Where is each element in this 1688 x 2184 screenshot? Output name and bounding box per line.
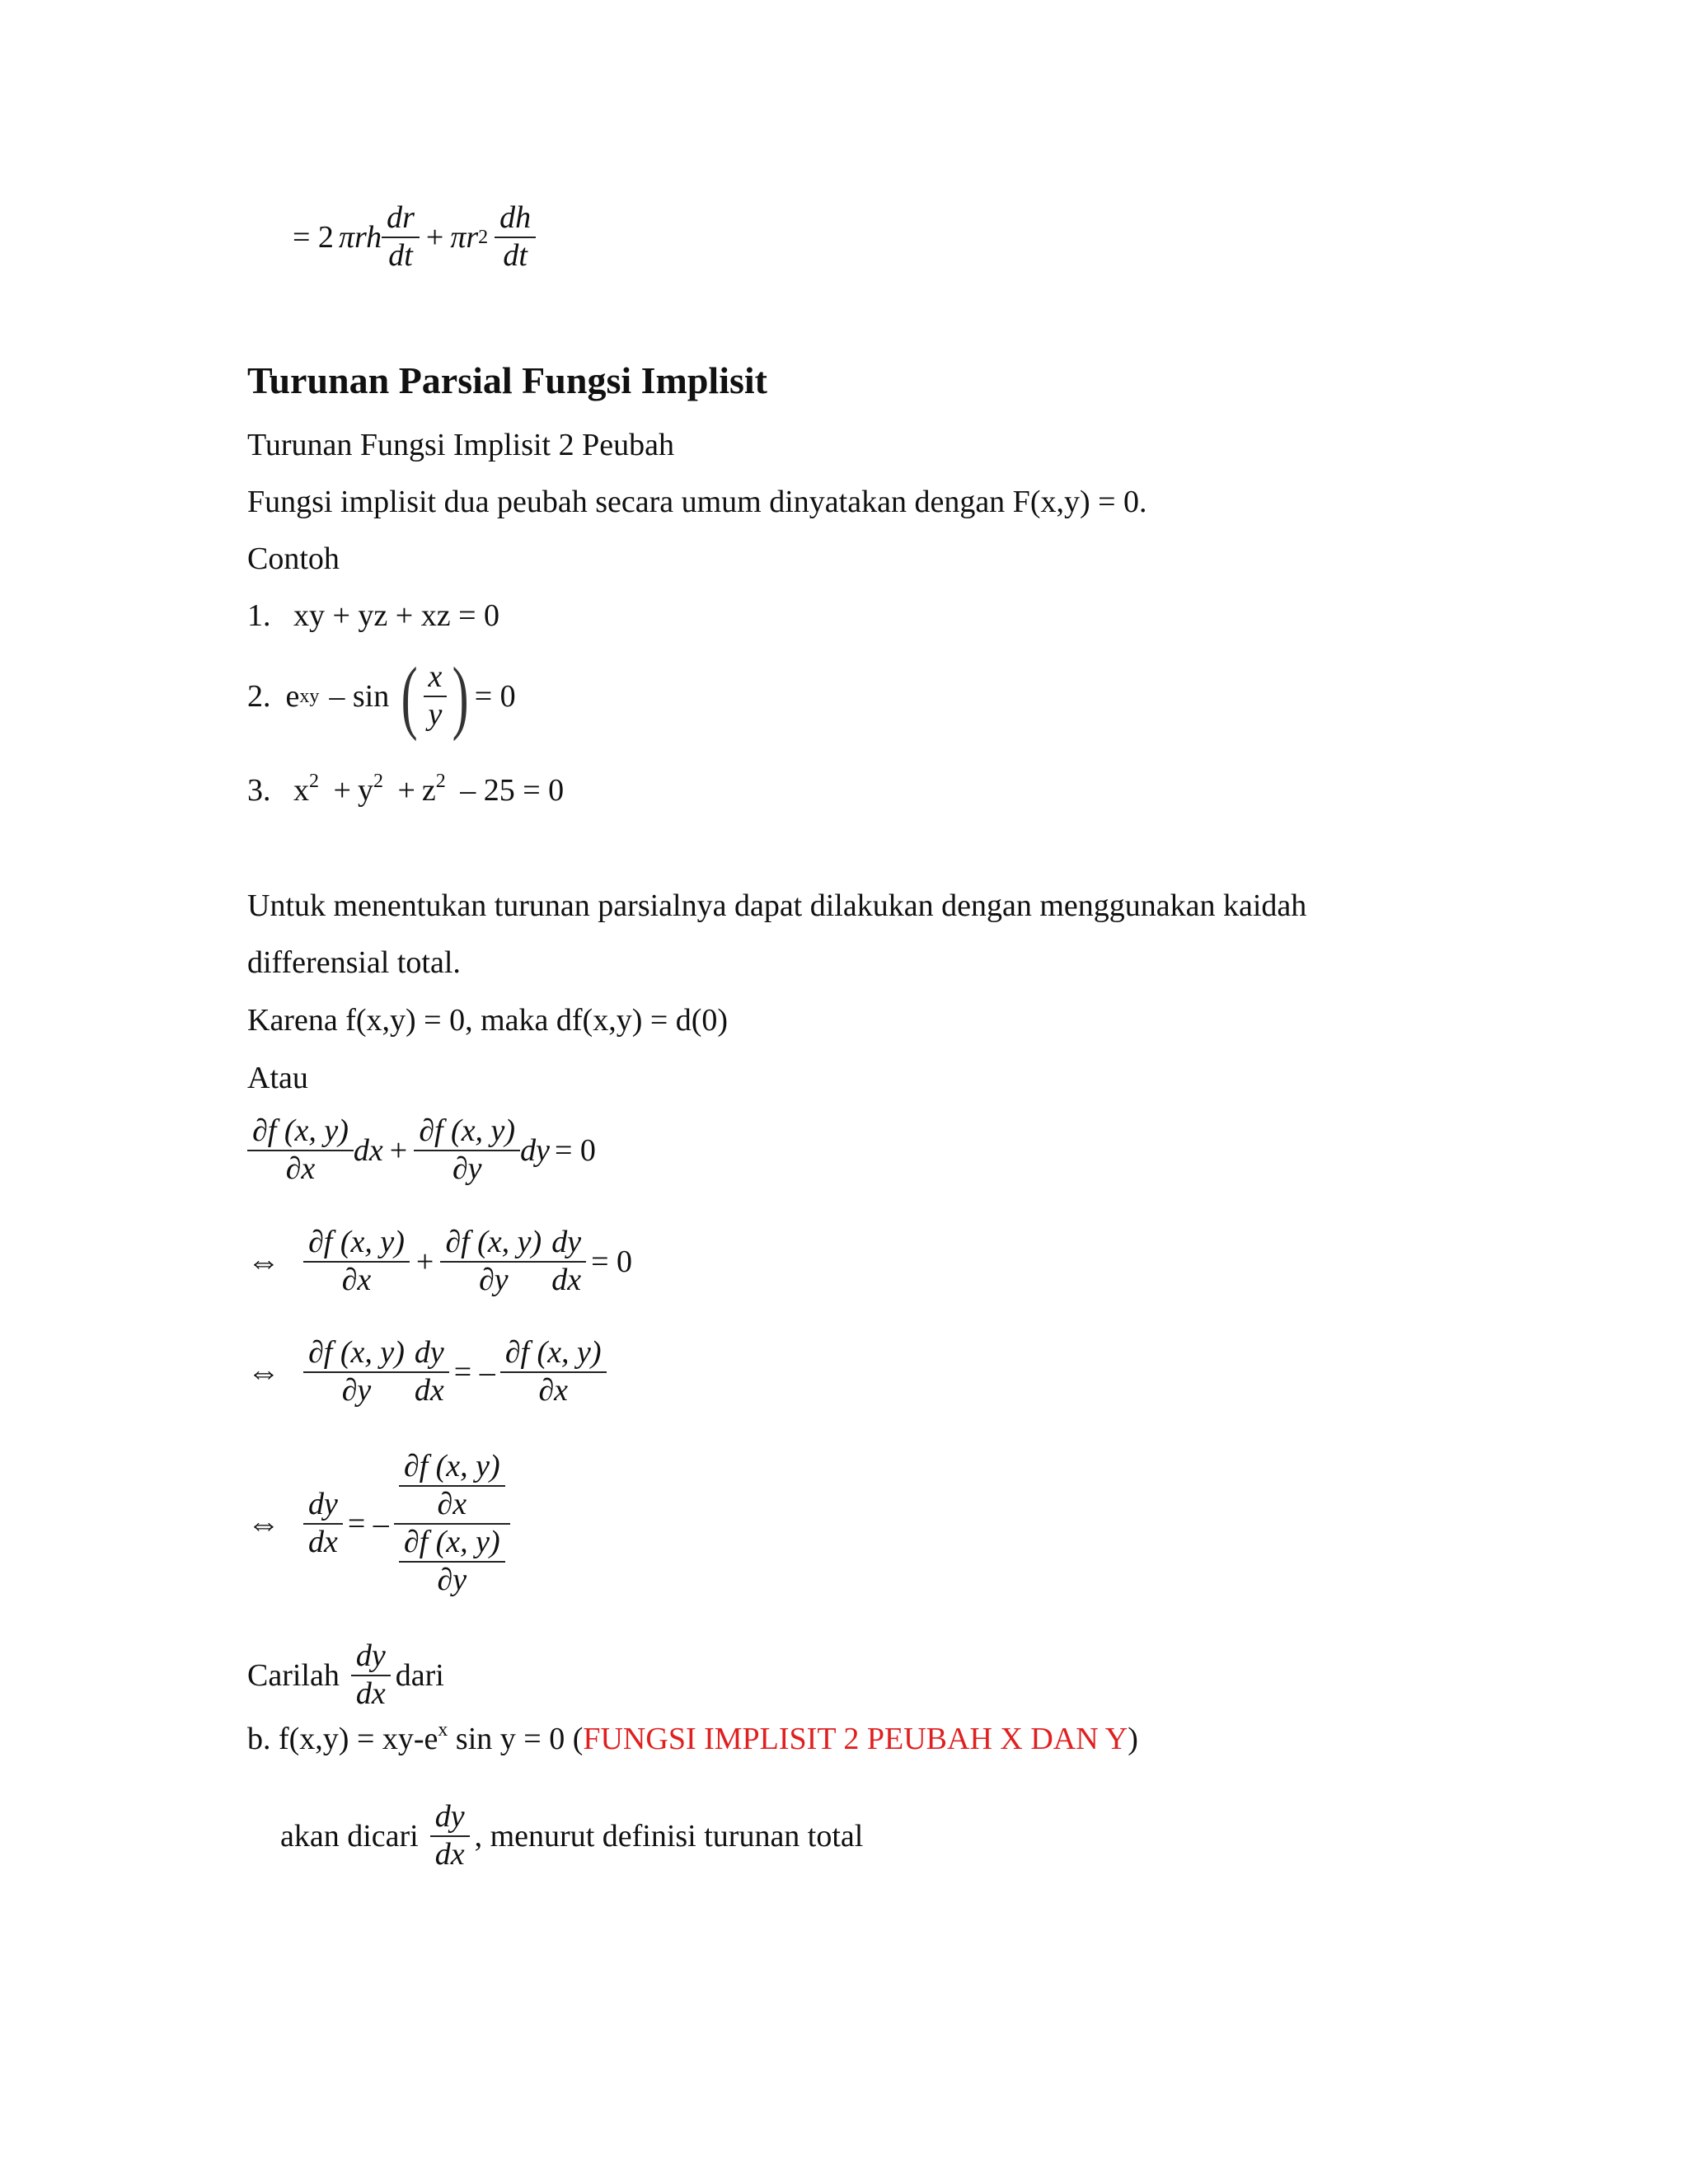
equivalence-arrow-icon: ⇔ — [247, 1505, 280, 1543]
equation-total-differential: $\frac{\partial f (x, y)}{\partial x}$ dx + $\frac{\partial f (x, y)}{\partial y}$ dy = 0 — [247, 1115, 596, 1186]
fraction-dr-dt: $\frac{dr}{dt}$ — [382, 202, 420, 273]
equation-step-3: ⇔ $\frac{\partial f (x, y)}{\partial y}$ $\frac{dy}{dx}$ = – $\frac{\partial f (x, y)}{\partial x}$ — [247, 1337, 607, 1408]
carilah-line: Carilah $\frac{dy}{dx}$ dari — [247, 1638, 444, 1711]
compound-fraction: $\frac{\frac{\partial f (x, y)}{\partial x}}{\frac{\partial f (x, y)}{\partial y}}$ — [394, 1451, 510, 1597]
example-1: 1. xy + yz + xz = 0 — [247, 598, 500, 633]
equivalence-arrow-icon: ⇔ — [247, 1243, 280, 1281]
left-paren: ( — [401, 650, 418, 742]
fraction-x-y: $\frac{x}{y}$ — [424, 661, 448, 732]
example-2: 2. e xy – sin ( $\frac{x}{y}$ ) = 0 — [247, 650, 516, 742]
fraction-partial-f-x: $\frac{\partial f (x, y)}{\partial x}$ — [247, 1115, 354, 1186]
equation-step-2: ⇔ $\frac{\partial f (x, y)}{\partial x}$ + $\frac{\partial f (x, y)}{\partial y}$ $\frac{dy}{dx}$ = 0 — [247, 1225, 633, 1297]
top-formula: = 2 πrh $\frac{dr}{dt}$ + πr 2 $\frac{dh}{dt}$ — [293, 202, 536, 273]
formula-prefix: = 2 — [293, 219, 334, 255]
contoh-label: Contoh — [247, 541, 340, 576]
subheading: Turunan Fungsi Implisit 2 Peubah — [247, 428, 674, 462]
fraction-partial-f-y: $\frac{\partial f (x, y)}{\partial y}$ — [414, 1115, 520, 1186]
example-3: 3. $x^2 + y^2 + z^2 - 25 = 0$ — [247, 771, 565, 808]
karena-text: Karena f(x,y) = 0, maka df(x,y) = d(0) — [247, 1003, 729, 1038]
equivalence-arrow-icon: ⇔ — [247, 1353, 280, 1391]
atau-label: Atau — [247, 1061, 308, 1095]
paragraph-line-1: Untuk menentukan turunan parsialnya dapat dilakukan dengan menggunakan kaidah — [247, 888, 1307, 923]
equation-step-4: ⇔ $\frac{dy}{dx}$ = – $\frac{\frac{\partial f (x, y)}{\partial x}}{\frac{\partial f (x, y)}{\partial y}}$ — [247, 1451, 510, 1597]
right-paren: ) — [452, 650, 470, 742]
highlight-text: FUNGSI IMPLISIT 2 PEUBAH X DAN Y — [583, 1722, 1128, 1756]
paragraph-line-2: differensial total. — [247, 945, 461, 980]
formula-vars: πrh — [338, 219, 382, 255]
akan-dicari-line: akan dicari $\frac{dy}{dx}$ , menurut definisi turunan total — [280, 1799, 864, 1872]
section-heading: Turunan Parsial Fungsi Implisit — [247, 359, 767, 401]
intro-text: Fungsi implisit dua peubah secara umum dinyatakan dengan F(x,y) = 0. — [247, 485, 1147, 519]
part-b-line: b. $f(x,y) = xy-e^x$ sin y = 0 (FUNGSI IMPLISIT 2 PEUBAH X DAN Y) — [247, 1719, 1138, 1756]
fraction-dh-dt: $\frac{dh}{dt}$ — [495, 202, 536, 273]
